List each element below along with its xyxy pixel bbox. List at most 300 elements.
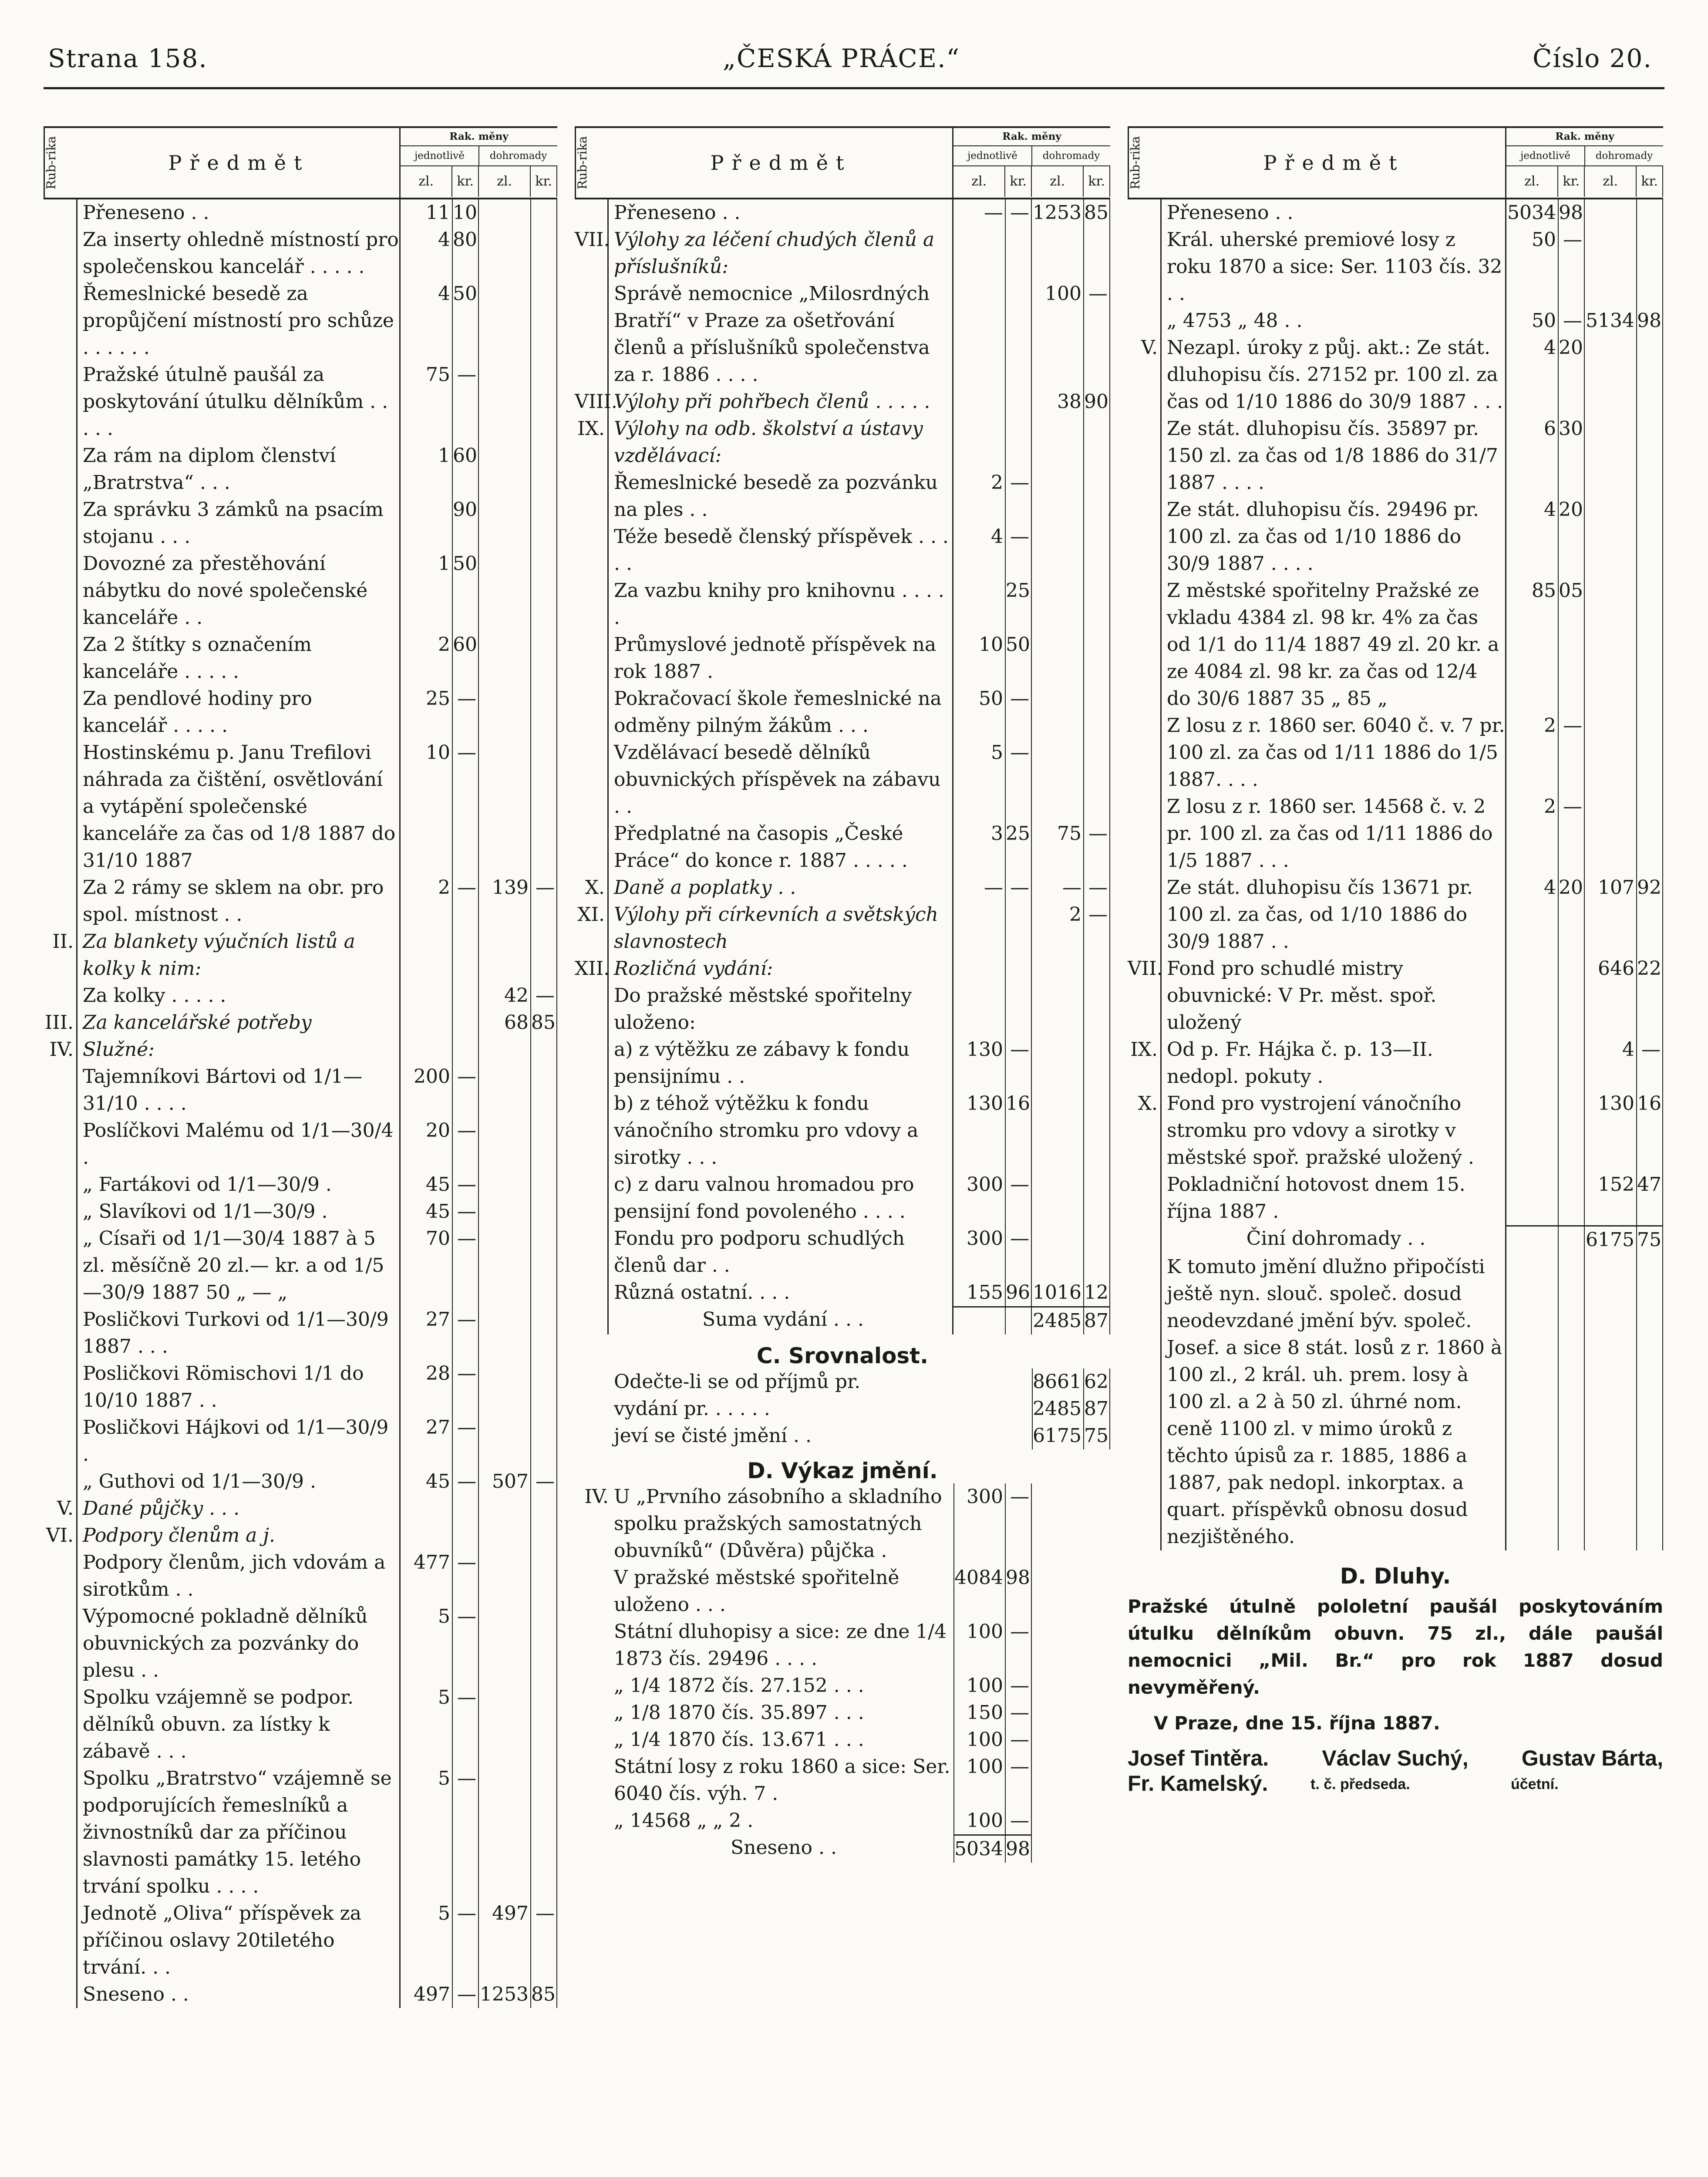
total-kr [531,280,557,361]
total-kr: 75 [1084,1422,1110,1449]
col1-row [44,1063,557,1117]
role-predseda: t. č. předseda. [1310,1776,1410,1793]
total-kr [531,739,557,874]
col1-row [44,1414,557,1468]
rubrika-cell [575,1279,609,1306]
single-kr [453,1009,479,1036]
total-zl [1032,469,1084,523]
single-zl: 3 [953,820,1006,874]
single-zl [401,1036,453,1063]
single-kr [1559,1225,1585,1254]
currency-subheads [953,146,1110,166]
col1-row [44,874,557,928]
total-zl: 6175 [1032,1422,1084,1449]
total-kr [1637,793,1663,874]
single-kr: — [1006,739,1032,820]
item-text: Od p. Fr. Hájka č. p. 13—II. nedopl. pokuty . [1162,1036,1506,1090]
predmet-header: Předmět [1163,128,1506,198]
total-zl [1032,1090,1084,1171]
currency-header [401,128,557,198]
rubrika-cell [575,199,609,226]
single-kr: — [453,1549,479,1603]
total-kr: 47 [1637,1171,1663,1225]
single-zl: — [953,874,1006,901]
item-text: b) z téhož výtěžku k fondu vánočního stromku pro vdovy a sirotky . . . [609,1090,953,1171]
single-zl [401,496,453,550]
total-kr: — [531,982,557,1009]
rubrika-cell [44,1306,77,1360]
single-kr: — [453,685,479,739]
single-zl [953,415,1006,469]
total-kr [531,550,557,631]
col3-row [1128,955,1663,1036]
total-zl: 497 [479,1900,531,1981]
rubrika-cell [44,739,77,874]
item-text: Posličkovi Turkovi od 1/1—30/9 1887 . . . [77,1306,401,1360]
rubrika-cell: VI. [44,1522,77,1549]
item-text: Spolku vzájemně se podpor. dělníků obuvn. za lístky k zábavě . . . [77,1684,401,1765]
total-zl [1585,226,1637,307]
single-zl [401,928,453,982]
total-kr [1084,577,1110,631]
total-zl: 1253 [1032,199,1084,226]
single-kr: — [453,1468,479,1495]
item-text: Činí dohromady . . [1162,1225,1506,1254]
single-zl: 11 [401,199,453,226]
single-zl: 45 [401,1171,453,1198]
single-zl: 70 [401,1225,453,1306]
item-text: Předplatné na časopis „České Práce“ do konce r. 1887 . . . . . [609,820,953,874]
single-kr: 20 [1559,496,1585,577]
unit-kr: kr. [1084,166,1110,197]
vykaz-title: D. Výkaz jmění. [747,1458,938,1483]
col1-row [44,226,557,280]
table-header [575,126,1110,199]
total-zl [1032,1036,1084,1090]
item-text: Za blankety výučních listů a kolky k nim: [77,928,401,982]
total-kr [531,496,557,550]
single-kr: — [1006,469,1032,523]
rubrika-cell [1128,1171,1162,1225]
total-zl [1585,577,1637,712]
single-kr: 05 [1559,577,1585,712]
rubrika-cell [575,1618,609,1672]
col3-row [1128,226,1663,307]
single-kr: 60 [453,442,479,496]
single-kr: — [453,1900,479,1981]
rubrika-cell [44,442,77,496]
col2-row [575,739,1110,820]
item-text: „ 1/8 1870 čís. 35.897 . . . [614,1702,864,1724]
item-text: Král. uherské premiové losy z roku 1870 a sice: Ser. 1103 čís. 32 . . [1162,226,1506,307]
col1-row [44,685,557,739]
single-kr: 50 [453,550,479,631]
rubrika-header: Rub-rika [1128,128,1163,198]
single-zl: 4 [953,523,1006,577]
rubrika-cell [575,739,609,820]
item-text: Výlohy při pohřbech členů . . . . . [609,388,953,415]
rubrika-cell [575,1753,609,1807]
unit-kr: kr. [1637,166,1663,197]
single-zl: 155 [953,1279,1006,1306]
single-zl: 5034 [1506,199,1559,226]
single-label: jednotlivě [1506,146,1585,165]
item-text: „ 1/4 1870 čís. 13.671 . . . [614,1729,864,1751]
vykaz-row [575,1753,1110,1807]
total-kr [531,928,557,982]
single-kr: — [453,874,479,928]
col2-row [575,1279,1110,1306]
col1-row [44,1468,557,1495]
rubrika-cell [575,280,609,388]
single-kr: — [1006,874,1032,901]
col1-row [44,1603,557,1684]
item-text: Ze stát. dluhopisu čís 13671 pr. 100 zl. za čas, od 1/10 1886 do 30/9 1887 . . [1162,874,1506,955]
item-text: Přeneseno . . [77,199,401,226]
col3-row [1128,1036,1663,1090]
rubrika-cell [44,874,77,928]
spacer [953,1395,1032,1422]
total-kr [531,1765,557,1900]
total-kr: — [1084,280,1110,388]
total-kr [531,1360,557,1414]
single-kr [1559,955,1585,1036]
signature-tintera: Josef Tintěra. [1128,1746,1269,1770]
single-zl: 5 [401,1603,453,1684]
single-zl: 4 [1506,496,1559,577]
total-zl: 2 [1032,901,1084,955]
total-kr: 62 [1084,1368,1110,1395]
total-kr [531,1495,557,1522]
single-kr [1006,388,1032,415]
rubrika-cell [1128,307,1162,334]
total-zl [479,550,531,631]
item-text: Posličkovi Hájkovi od 1/1—30/9 . [77,1414,401,1468]
total-kr [531,631,557,685]
single-zl [953,280,1006,388]
rubrika-cell: III. [44,1009,77,1036]
col1-row [44,1684,557,1765]
spacer [1032,1726,1110,1753]
unit-zl: zl. [1585,166,1637,197]
spacer [575,1368,609,1395]
col3-row [1128,334,1663,415]
rubrika-cell [44,1198,77,1225]
vykaz-row [575,1672,1110,1699]
single-zl [953,955,1006,982]
single-kr: 25 [1006,577,1032,631]
col2-row [575,631,1110,685]
vykaz-row [575,1564,1110,1618]
single-zl [1506,955,1559,1036]
single-kr: — [453,1981,479,2008]
total-kr: — [1084,820,1110,874]
total-zl [479,1171,531,1198]
total-kr: 16 [1637,1090,1663,1171]
vykaz-row [575,1483,1110,1564]
total-kr [531,361,557,442]
single-zl: 27 [401,1414,453,1468]
single-zl: 130 [953,1036,1006,1090]
dluhy-text: Pražské útulně pololetní paušál poskytováním útulku dělníkům obuvn. 75 zl., dále paušál nemocnici „Mil. Br.“ pro rok 1887 dosud nevyměřený. [1128,1596,1663,1698]
rubrika-cell [575,1090,609,1171]
total-zl [1032,415,1084,469]
total-kr [531,226,557,280]
single-kr [1006,982,1032,1036]
total-zl [479,1414,531,1468]
total-zl: 6175 [1585,1225,1637,1254]
item-text: Různá ostatní. . . . [609,1279,953,1306]
total-kr [1084,523,1110,577]
single-kr: — [453,1306,479,1360]
single-kr: — [1559,226,1585,307]
total-zl [479,1684,531,1765]
total-zl [479,1765,531,1900]
rubrika-cell [44,361,77,442]
single-kr: — [1006,1483,1032,1564]
total-kr [531,1036,557,1063]
single-zl: 300 [953,1171,1006,1225]
unit-zl: zl. [1032,166,1084,197]
item-text: Sneseno . . [77,1981,401,2008]
rubrika-cell [44,631,77,685]
single-zl: 5 [953,739,1006,820]
total-kr: 12 [1084,1279,1110,1306]
total-zl: 507 [479,1468,531,1495]
item-text: Podpory členům, jich vdovám a sirotkům . . [77,1549,401,1603]
col3-row [1128,577,1663,712]
col1-row [44,1198,557,1225]
rubrika-cell [1128,793,1162,874]
spacer [1032,1699,1110,1726]
total-kr: 22 [1637,955,1663,1036]
single-kr: 20 [1559,874,1585,955]
expense-column-1 [44,126,557,2008]
rubrika-cell: V. [1128,334,1162,415]
rubrika-cell: IX. [1128,1036,1162,1090]
single-kr [1559,1171,1585,1225]
single-zl: 10 [953,631,1006,685]
single-zl: 25 [401,685,453,739]
item-text: Téže besedě členský příspěvek . . . . . [609,523,953,577]
rubrika-cell: X. [1128,1090,1162,1171]
single-zl: 130 [953,1090,1006,1171]
total-kr [1637,496,1663,577]
single-zl: 50 [1506,307,1559,334]
col2-row [575,874,1110,901]
total-kr [531,1306,557,1360]
rubrika-cell: V. [44,1495,77,1522]
single-zl [953,577,1006,631]
total-zl: 75 [1032,820,1084,874]
single-zl: 4 [1506,334,1559,415]
total-kr: 87 [1084,1395,1110,1422]
total-zl [1032,739,1084,820]
item-text: Fond pro vystrojení vánočního stromku pro vdovy a sirotky v městské spoř. pražské uložený . [1162,1090,1506,1171]
total-zl: 38 [1032,388,1084,415]
signatures [1128,1746,1663,1771]
total-kr [1084,226,1110,280]
total-kr [531,1063,557,1117]
item-text: Z losu z r. 1860 ser. 6040 č. v. 7 pr. 100 zl. za čas od 1/11 1886 do 1/5 1887. . . . [1162,712,1506,793]
total-zl: — [1032,874,1084,901]
total-zl [479,928,531,982]
col2-row [575,1090,1110,1171]
single-kr: — [1006,523,1032,577]
col1-row [44,928,557,982]
single-zl: 4084 [953,1564,1006,1618]
item-text: Za kancelářské potřeby [77,1009,401,1036]
col2-row [575,1225,1110,1279]
item-text: K tomuto jmění dlužno připočísti ještě nyn. slouč. společ. dosud neodevzdané jmění býv. společ. Josef. a sice 8 stát. losů z r. 1860 à 100 zl., 2 král. uh. prem. losy à 100 zl. a 2 à 50 zl. úhrné nom. ceně 1100 zl. v mimo úroků z těchto úpisů za r. 1885, 1886 a 1887, pak nedopl. inkorptax. a quart. příspěvků obnosu dosud nezjištěného. [1162,1254,1506,1550]
single-kr [1559,1090,1585,1171]
single-zl [953,982,1006,1036]
rubrika-cell [1128,1225,1162,1254]
item-text: vydání pr. . . . . . [614,1398,770,1420]
single-zl [953,388,1006,415]
item-text: Státní dluhopisy a sice: ze dne 1/4 1873 čís. 29496 . . . . [614,1621,947,1670]
total-kr [1084,469,1110,523]
total-zl: 100 [1032,280,1084,388]
spacer [1032,1618,1110,1672]
dluhy-title: D. Dluhy. [1340,1564,1451,1589]
single-kr: — [1006,685,1032,739]
single-kr [1559,1254,1585,1550]
single-kr [453,1522,479,1549]
single-zl: 1 [401,442,453,496]
total-kr: 92 [1637,874,1663,955]
total-zl [479,226,531,280]
total-kr: — [531,1900,557,1981]
rubrika-cell: IX. [575,415,609,469]
rubrika-cell [1128,874,1162,955]
rubrika-cell [1128,415,1162,496]
total-zl [1585,496,1637,577]
single-zl: 100 [953,1807,1006,1834]
spacer [1032,1834,1110,1863]
item-text: „ Císaři od 1/1—30/4 1887 à 5 zl. měsíčně 20 zl.— kr. a od 1/5—30/9 1887 50 „ — „ [77,1225,401,1306]
issue-number: Číslo 20. [1533,44,1652,73]
asset-rows [1128,199,1663,1550]
single-kr [1006,415,1032,469]
single-zl [401,1522,453,1549]
item-text: Pokračovací škole řemeslnické na odměny pilným žákům . . . [609,685,953,739]
col2-row [575,901,1110,955]
total-zl [1032,1225,1084,1279]
single-kr: — [1559,793,1585,874]
single-kr: — [1006,1036,1032,1090]
srovnalost-row [575,1368,1110,1395]
single-kr [1006,1306,1032,1335]
rubrika-cell [44,550,77,631]
single-zl: 497 [401,1981,453,2008]
total-kr: 87 [1084,1306,1110,1335]
col2-row [575,820,1110,874]
col2-row [575,982,1110,1036]
spacer [1032,1564,1110,1618]
single-zl: 20 [401,1117,453,1171]
total-kr [531,685,557,739]
item-text: Řemeslnické besedě za pozvánku na ples . . [609,469,953,523]
rubrika-cell [575,685,609,739]
col1-row [44,1765,557,1900]
total-kr [1637,415,1663,496]
col1-row [44,631,557,685]
single-kr: — [1559,712,1585,793]
total-zl [479,361,531,442]
single-kr: 50 [453,280,479,361]
single-zl: 4 [401,226,453,280]
unit-kr: kr. [1005,166,1032,197]
item-text: „ Fartákovi od 1/1—30/9 . [77,1171,401,1198]
single-zl: 2 [1506,712,1559,793]
item-text: Za vazbu knihy pro knihovnu . . . . . [609,577,953,631]
rubrika-cell [1128,577,1162,712]
col3-row [1128,415,1663,496]
col3-row [1128,1225,1663,1254]
signature-kamelsky: Fr. Kamelský. [1128,1771,1268,1796]
item-text: „ 14568 „ „ 2 . [614,1810,754,1832]
single-zl: 100 [953,1618,1006,1672]
total-zl [1032,685,1084,739]
total-zl [1032,631,1084,685]
rubrika-cell [575,1564,609,1618]
item-text: jeví se čisté jmění . . [614,1425,812,1447]
total-zl: 8661 [1032,1368,1084,1395]
vykaz-row [575,1807,1110,1834]
total-kr [1637,226,1663,307]
total-label: dohromady [1595,150,1653,162]
rubrika-cell: XII. [575,955,609,982]
rubrika-cell [575,1672,609,1699]
single-kr [1006,901,1032,955]
total-zl: 152 [1585,1171,1637,1225]
single-kr [1006,226,1032,280]
item-text: Výlohy za léčení chudých členů a příslušníků: [609,226,953,280]
total-zl: 4 [1585,1036,1637,1090]
single-kr: — [453,1684,479,1765]
col1-row [44,739,557,874]
single-zl [401,982,453,1009]
item-text: Odečte-li se od příjmů pr. [614,1371,861,1393]
total-zl: 1016 [1032,1279,1084,1306]
table-header [44,126,557,199]
single-zl: 150 [953,1699,1006,1726]
rubrika-cell [1128,1254,1162,1550]
single-kr: — [453,1171,479,1198]
item-text: Fond pro schudlé mistry obuvnické: V Pr. měst. spoř. uložený [1162,955,1506,1036]
item-text: Správě nemocnice „Milosrdných Bratří“ v Praze za ošetřování členů a příslušníků společenstva za r. 1886 . . . . [609,280,953,388]
item-text: Za 2 rámy se sklem na obr. pro spol. místnost . . [77,874,401,928]
rubrika-cell [575,1699,609,1726]
col3-row [1128,793,1663,874]
single-kr: — [1006,1672,1032,1699]
total-zl [479,631,531,685]
total-kr [531,1414,557,1468]
expense-rows [575,199,1110,1335]
col1-row [44,442,557,496]
total-kr [1637,712,1663,793]
spacer [1032,1672,1110,1699]
single-kr: 10 [453,199,479,226]
item-text: Hostinskému p. Janu Trefilovi náhrada za čištění, osvětlování a vytápění společenské kanceláře za čas od 1/8 1887 do 31/10 1887 [77,739,401,874]
total-zl [479,1522,531,1549]
spacer [1032,1753,1110,1807]
single-zl: 4 [401,280,453,361]
total-zl [1032,982,1084,1036]
item-text: Rozličná vydání: [609,955,953,982]
rubrika-cell [1128,496,1162,577]
